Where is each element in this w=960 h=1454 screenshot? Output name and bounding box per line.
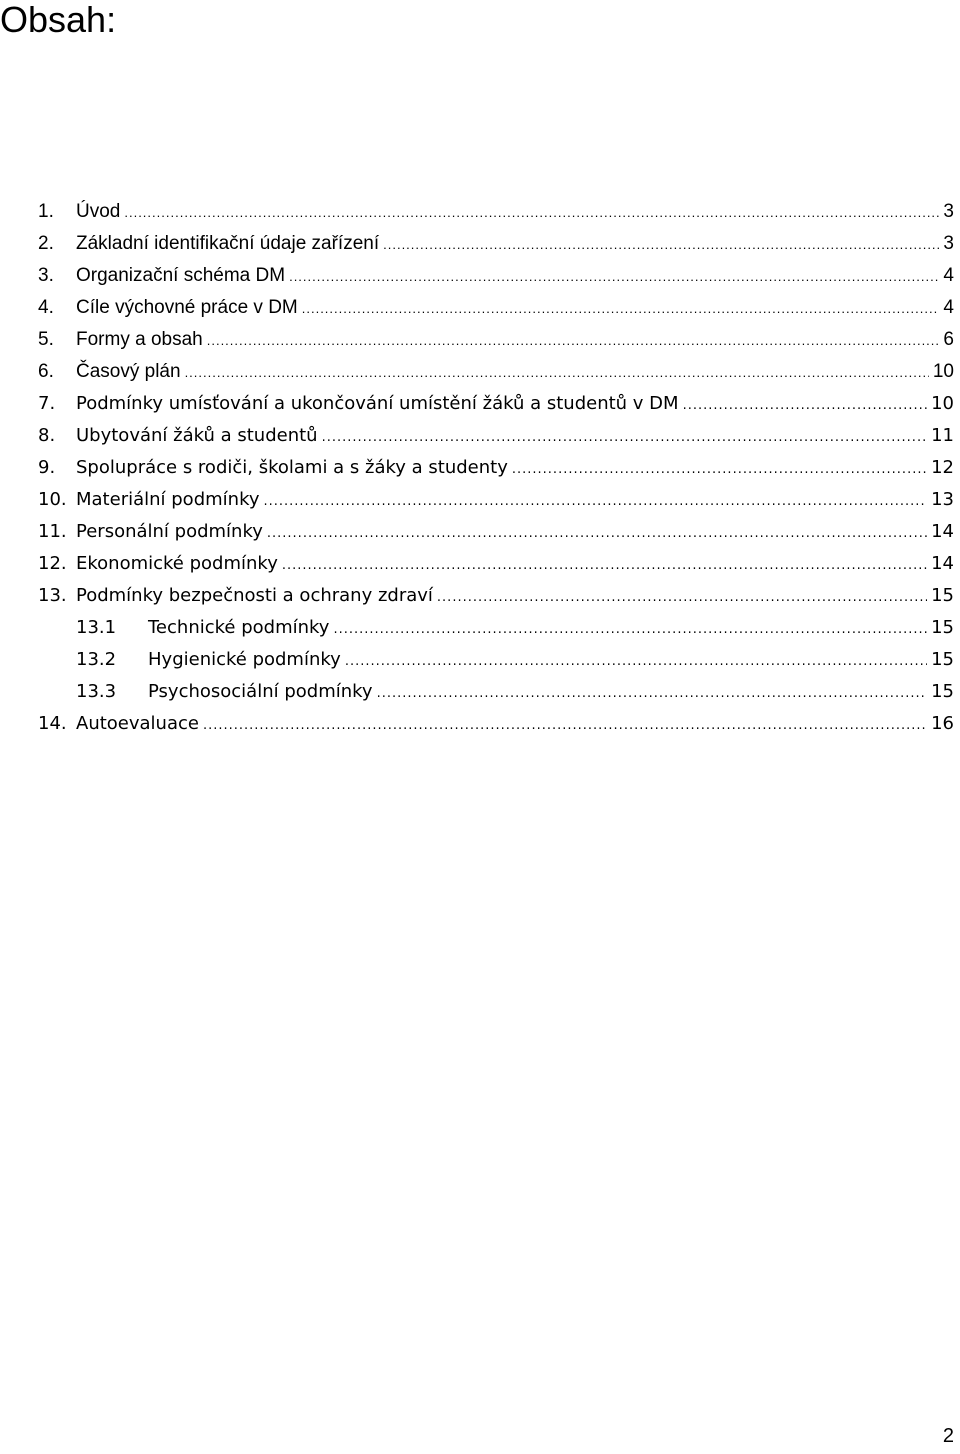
toc-entry-personalni[interactable] [38, 516, 954, 548]
toc-entry-label: Ekonomické podmínky [76, 553, 278, 574]
toc-entry-page: 14 [931, 521, 954, 542]
toc-entry-number: 3. [38, 265, 54, 286]
toc-entry-cile[interactable] [38, 292, 954, 324]
toc-dot-leader [282, 550, 927, 582]
toc-entry-number: 13.3 [76, 681, 117, 702]
toc-entry-page: 11 [931, 425, 954, 446]
toc-entry-number: 13.1 [76, 617, 117, 638]
toc-dot-leader [322, 422, 928, 454]
toc-entry-label: Technické podmínky [148, 617, 330, 638]
toc-entry-page: 15 [931, 585, 954, 606]
toc-dot-leader [333, 614, 927, 646]
toc-entry-label: Úvod [76, 201, 121, 222]
toc-entry-label: Podmínky umísťování a ukončování umístění žáků a studentů v DM [76, 393, 679, 414]
toc-dot-leader [383, 229, 939, 261]
toc-entry-hygienicke[interactable] [38, 644, 954, 676]
toc-dot-leader [203, 710, 927, 742]
toc-entry-label: Hygienické podmínky [148, 649, 341, 670]
toc-entry-page: 3 [943, 233, 954, 254]
toc-dot-leader [185, 357, 929, 389]
toc-entry-page: 4 [943, 297, 954, 318]
toc-entry-label: Spolupráce s rodiči, školami a s žáky a studenty [76, 457, 508, 478]
toc-entry-page: 15 [931, 681, 954, 702]
toc-entry-zakladni-udaje[interactable] [38, 228, 954, 260]
toc-entry-number: 7. [38, 393, 56, 414]
toc-entry-number: 14. [38, 713, 67, 734]
toc-entry-number: 4. [38, 297, 54, 318]
toc-dot-leader [512, 454, 927, 486]
page-number: 2 [942, 1425, 954, 1447]
toc-entry-number: 13. [38, 585, 67, 606]
toc-entry-number: 11. [38, 521, 67, 542]
toc-dot-leader [377, 678, 928, 710]
toc-entry-casovy-plan[interactable] [38, 356, 954, 388]
toc-dot-leader [437, 582, 927, 614]
toc-entry-podminky-umistovani[interactable] [38, 388, 954, 420]
toc-entry-page: 13 [931, 489, 954, 510]
toc-entry-label: Formy a obsah [76, 329, 203, 350]
toc-entry-label: Personální podmínky [76, 521, 263, 542]
toc-dot-leader [264, 486, 928, 518]
toc-entry-page: 3 [943, 201, 954, 222]
toc-entry-spoluprace[interactable] [38, 452, 954, 484]
toc-entry-page: 15 [931, 617, 954, 638]
toc-entry-page: 4 [943, 265, 954, 286]
toc-entry-number: 8. [38, 425, 56, 446]
toc-entry-page: 6 [943, 329, 954, 350]
toc-entry-number: 2. [38, 233, 54, 254]
toc-entry-autoevaluace[interactable] [38, 708, 954, 740]
toc-entry-label: Cíle výchovné práce v DM [76, 297, 298, 318]
toc-entry-label: Základní identifikační údaje zařízení [76, 233, 380, 254]
toc-entry-page: 12 [931, 457, 954, 478]
table-of-contents [38, 196, 954, 740]
toc-entry-ubytovani[interactable] [38, 420, 954, 452]
toc-entry-page: 14 [931, 553, 954, 574]
toc-entry-number: 5. [38, 329, 54, 350]
toc-entry-number: 6. [38, 361, 54, 382]
toc-dot-leader [267, 518, 927, 550]
toc-entry-label: Psychosociální podmínky [148, 681, 373, 702]
toc-entry-psychosocialni[interactable] [38, 676, 954, 708]
toc-entry-label: Časový plán [76, 361, 181, 382]
toc-entry-label: Organizační schéma DM [76, 265, 286, 286]
toc-entry-organizacni-schema[interactable] [38, 260, 954, 292]
toc-entry-page: 10 [931, 393, 954, 414]
toc-dot-leader [345, 646, 927, 678]
toc-entry-page: 16 [931, 713, 954, 734]
page-title: Obsah: [0, 0, 117, 40]
toc-dot-leader [683, 390, 928, 422]
toc-entry-formy-obsah[interactable] [38, 324, 954, 356]
toc-entry-label: Podmínky bezpečnosti a ochrany zdraví [76, 585, 433, 606]
toc-entry-number: 10. [38, 489, 67, 510]
toc-entry-number: 1. [38, 201, 54, 222]
toc-dot-leader [124, 197, 939, 229]
toc-entry-label: Ubytování žáků a studentů [76, 425, 318, 446]
toc-entry-technicke[interactable] [38, 612, 954, 644]
toc-entry-number: 13.2 [76, 649, 117, 670]
toc-entry-label: Materiální podmínky [76, 489, 260, 510]
toc-entry-materialni[interactable] [38, 484, 954, 516]
toc-dot-leader [302, 293, 940, 325]
toc-entry-number: 12. [38, 553, 67, 574]
toc-entry-label: Autoevaluace [76, 713, 199, 734]
toc-entry-number: 9. [38, 457, 56, 478]
toc-dot-leader [207, 325, 940, 357]
toc-entry-page: 15 [931, 649, 954, 670]
toc-entry-bezpecnost[interactable] [38, 580, 954, 612]
toc-entry-uvod[interactable] [38, 196, 954, 228]
toc-entry-page: 10 [932, 361, 954, 382]
toc-entry-ekonomicke[interactable] [38, 548, 954, 580]
toc-dot-leader [289, 261, 939, 293]
